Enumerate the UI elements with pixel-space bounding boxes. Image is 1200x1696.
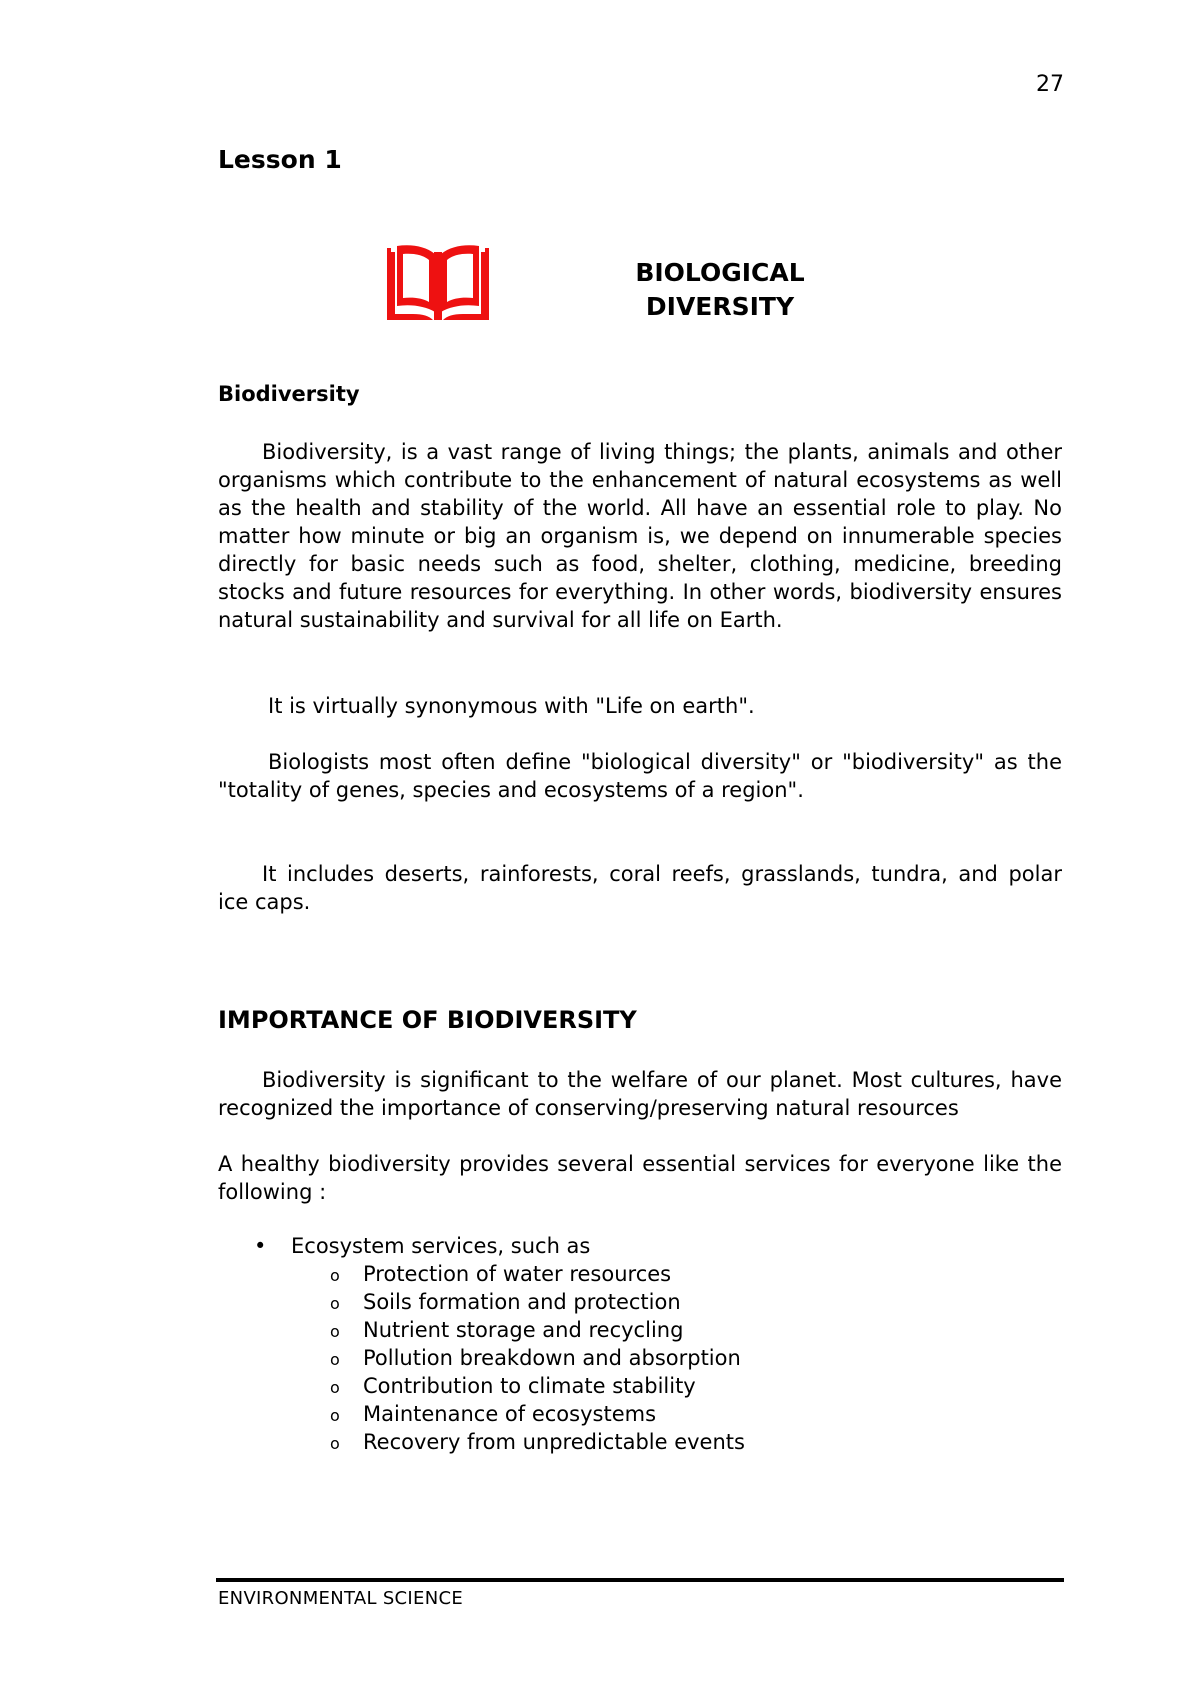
book-icon — [383, 242, 493, 326]
paragraph-importance-significance: Biodiversity is significant to the welfare of our planet. Most cultures, have recognized the importance of conserving/preserving natural resources — [218, 1068, 1062, 1120]
section-heading-importance: IMPORTANCE OF BIODIVERSITY — [218, 1006, 637, 1034]
paragraph-biologists-definition: Biologists most often define "biological diversity" or "biodiversity" as the "totality of genes, species and ecosystems of a region". — [218, 750, 1062, 802]
footer-subject: ENVIRONMENTAL SCIENCE — [218, 1588, 464, 1609]
bullet-label: Ecosystem services, such as — [291, 1234, 591, 1258]
paragraph-life-on-earth: It is virtually synonymous with "Life on earth". — [268, 694, 755, 718]
list-item: o Nutrient storage and recycling — [218, 1316, 1062, 1344]
footer-divider — [216, 1578, 1064, 1582]
paragraph-biodiversity-definition: Biodiversity, is a vast range of living things; the plants, animals and other organisms which contribute to the enhancement of natural ecosystems as well as the health and stability of the world. All have an essential role to play. No matter how minute or big an organism is, we depend on innumerable species directly for basic needs such as food, shelter, clothing, medicine, breeding stocks and future resources for everything. In other words, biodiversity ensures natural sustainability and survival for all life on Earth. — [218, 440, 1062, 632]
title-line-2: DIVERSITY — [645, 292, 795, 321]
page-number: 27 — [1036, 72, 1064, 97]
title-line-1: BIOLOGICAL — [635, 258, 805, 287]
paragraph-importance-services: A healthy biodiversity provides several essential services for everyone like the following : — [218, 1152, 1062, 1204]
list-item: o Soils formation and protection — [218, 1288, 1062, 1316]
list-item: o Contribution to climate stability — [218, 1372, 1062, 1400]
list-item: o Pollution breakdown and absorption — [218, 1344, 1062, 1372]
ecosystem-services-sublist — [291, 1260, 1062, 1456]
lesson-title — [600, 256, 840, 324]
services-list — [218, 1232, 1062, 1456]
paragraph-includes: It includes deserts, rainforests, coral reefs, grasslands, tundra, and polar ice caps. — [218, 862, 1062, 914]
list-item: o Maintenance of ecosystems — [218, 1400, 1062, 1428]
list-item: o Recovery from unpredictable events — [218, 1428, 1062, 1456]
list-item: o Protection of water resources — [218, 1260, 1062, 1288]
section-heading-biodiversity: Biodiversity — [218, 382, 360, 406]
lesson-label: Lesson 1 — [218, 145, 342, 174]
list-item-ecosystem-services — [218, 1232, 1062, 1456]
